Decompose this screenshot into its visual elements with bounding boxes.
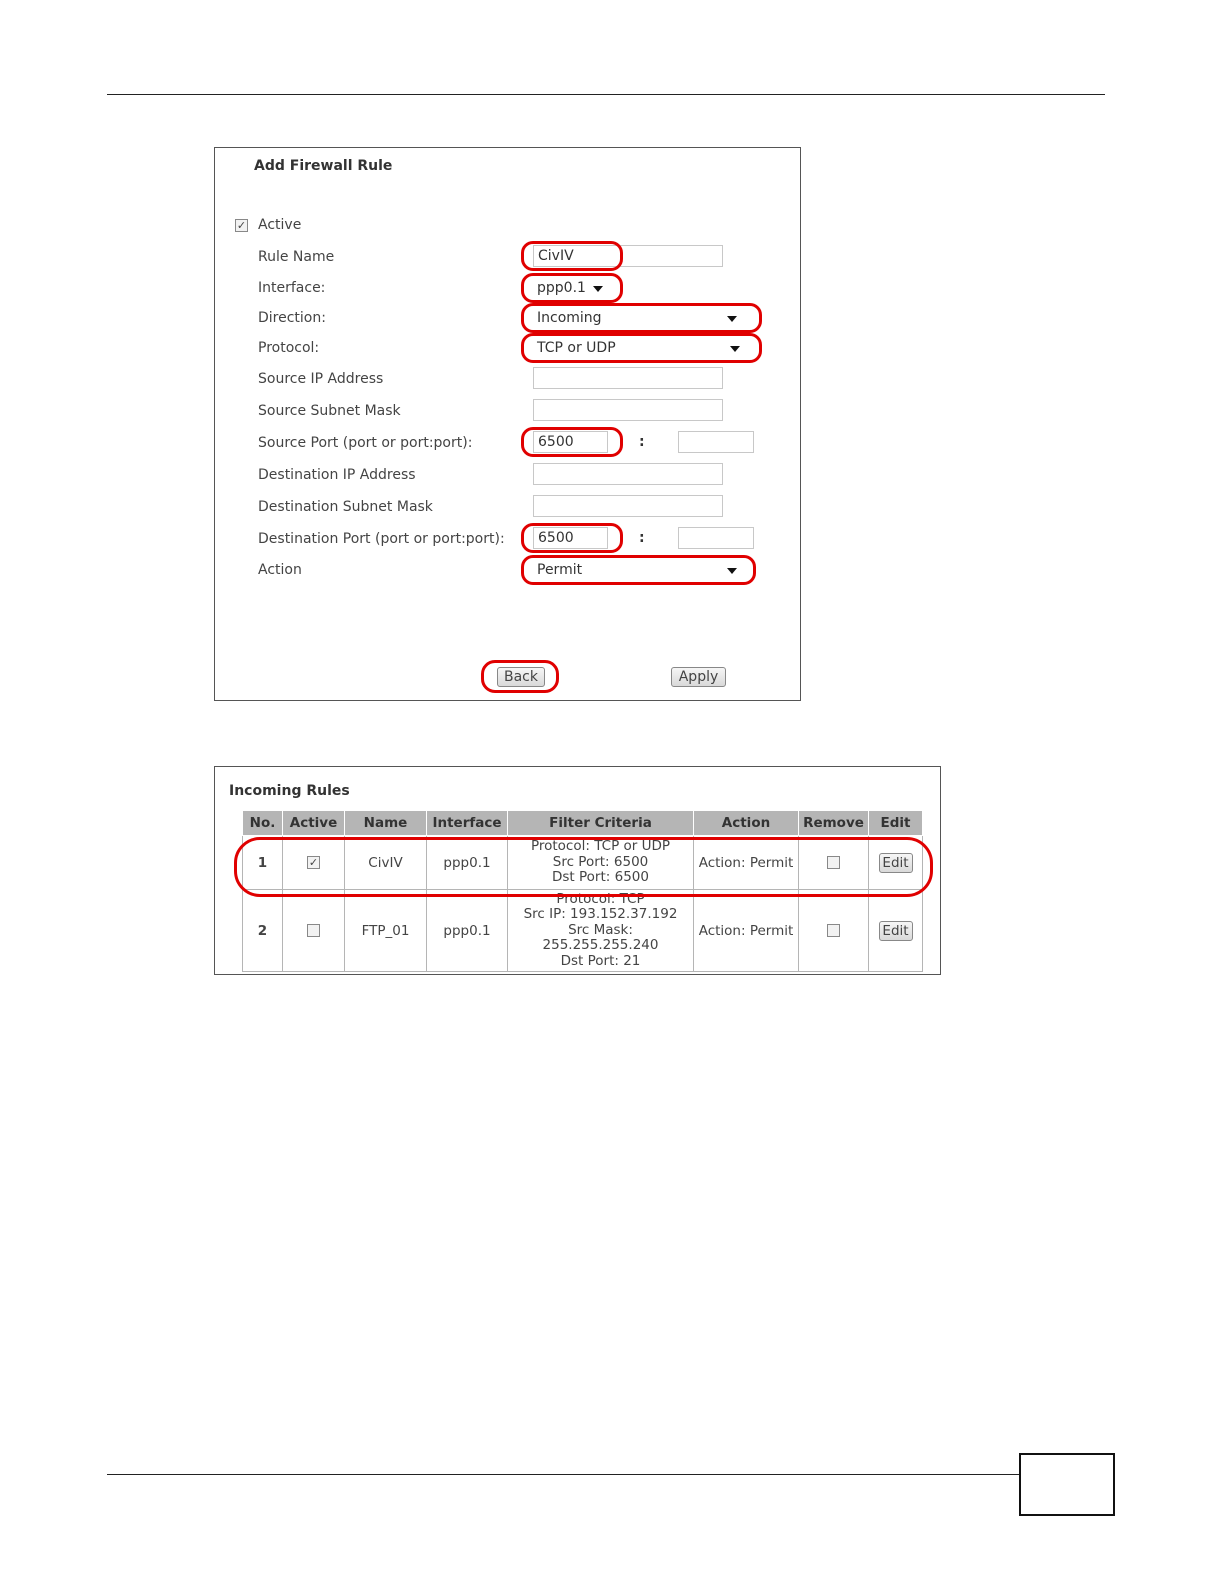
incoming-rules-panel	[214, 766, 941, 975]
page-number-box	[1019, 1453, 1115, 1516]
dest-port-label: Destination Port (port or port:port):	[258, 531, 505, 547]
filter-criteria	[508, 890, 694, 972]
source-port-label: Source Port (port or port:port):	[258, 435, 473, 451]
column-header: Name	[345, 811, 427, 836]
action-value: Permit	[537, 562, 583, 578]
protocol-value: TCP or UDP	[537, 340, 616, 356]
rule-action: Action: Permit	[694, 890, 799, 972]
interface-select[interactable]	[533, 277, 613, 299]
rule-action: Action: Permit	[694, 836, 799, 890]
edit-cell	[869, 890, 923, 972]
source-port-start-input[interactable]: 6500	[533, 431, 608, 453]
source-mask-input[interactable]	[533, 399, 723, 421]
active-cell	[283, 890, 345, 972]
rule-name-input[interactable]: CivIV	[533, 245, 723, 267]
active-label: Active	[258, 217, 302, 233]
source-ip-input[interactable]	[533, 367, 723, 389]
direction-value: Incoming	[537, 310, 602, 326]
filter-criteria	[508, 836, 694, 890]
column-header: Interface	[427, 811, 508, 836]
dest-ip-label: Destination IP Address	[258, 467, 416, 483]
port-range-separator: :	[639, 530, 645, 546]
direction-label: Direction:	[258, 310, 326, 326]
remove-cell	[799, 890, 869, 972]
rule-interface: ppp0.1	[427, 890, 508, 972]
apply-button[interactable]: Apply	[671, 667, 726, 687]
criteria-line: Dst Port: 21	[560, 952, 641, 969]
panel-title: Incoming Rules	[229, 783, 350, 799]
remove-checkbox[interactable]	[827, 924, 840, 937]
dest-port-end-input[interactable]	[678, 527, 754, 549]
rule-name-label: Rule Name	[258, 249, 335, 265]
criteria-line: Protocol: TCP or UDP	[530, 838, 671, 855]
action-label: Action	[258, 562, 302, 578]
direction-select[interactable]	[533, 307, 747, 329]
column-header: Edit	[869, 811, 923, 836]
panel-title: Add Firewall Rule	[254, 158, 393, 174]
active-checkbox[interactable]: ✓	[308, 856, 319, 869]
protocol-select[interactable]	[533, 337, 750, 359]
criteria-line: Dst Port: 6500	[552, 869, 649, 886]
table-row	[243, 836, 923, 890]
criteria-line: 255.255.255.240	[542, 937, 659, 954]
rule-name: FTP_01	[345, 890, 427, 972]
chevron-down-icon	[593, 286, 603, 292]
remove-checkbox[interactable]	[827, 856, 840, 869]
incoming-rules-table	[242, 811, 923, 972]
rule-number: 2	[243, 890, 283, 972]
active-cell	[283, 836, 345, 890]
column-header: Filter Criteria	[508, 811, 694, 836]
table-row	[243, 890, 923, 972]
criteria-line: Protocol: TCP	[556, 890, 645, 907]
edit-button[interactable]: Edit	[879, 853, 913, 873]
edit-button[interactable]: Edit	[879, 921, 913, 941]
protocol-label: Protocol:	[258, 340, 320, 356]
interface-value: ppp0.1	[537, 280, 586, 296]
dest-port-start-input[interactable]: 6500	[533, 527, 608, 549]
action-select[interactable]	[533, 559, 747, 581]
criteria-line: Src Mask:	[568, 921, 633, 938]
active-checkbox[interactable]	[307, 924, 320, 937]
footer-rule	[107, 1474, 1019, 1475]
column-header: Remove	[799, 811, 869, 836]
interface-label: Interface:	[258, 280, 326, 296]
source-port-end-input[interactable]	[678, 431, 754, 453]
header-rule	[107, 94, 1105, 95]
chevron-down-icon	[727, 316, 737, 322]
dest-ip-input[interactable]	[533, 463, 723, 485]
column-header: No.	[243, 811, 283, 836]
active-checkbox[interactable]: ✓	[236, 219, 247, 232]
source-mask-label: Source Subnet Mask	[258, 403, 401, 419]
chevron-down-icon	[730, 346, 740, 352]
rule-number: 1	[243, 836, 283, 890]
port-range-separator: :	[639, 434, 645, 450]
source-ip-label: Source IP Address	[258, 371, 384, 387]
remove-cell	[799, 836, 869, 890]
rule-interface: ppp0.1	[427, 836, 508, 890]
chevron-down-icon	[727, 568, 737, 574]
edit-cell	[869, 836, 923, 890]
back-button[interactable]: Back	[497, 667, 545, 687]
add-firewall-rule-panel	[214, 147, 801, 701]
rule-name: CivIV	[345, 836, 427, 890]
dest-mask-input[interactable]	[533, 495, 723, 517]
table-header-row	[243, 811, 923, 836]
column-header: Action	[694, 811, 799, 836]
column-header: Active	[283, 811, 345, 836]
criteria-line: Src IP: 193.152.37.192	[523, 906, 678, 923]
criteria-line: Src Port: 6500	[552, 853, 649, 870]
dest-mask-label: Destination Subnet Mask	[258, 499, 433, 515]
